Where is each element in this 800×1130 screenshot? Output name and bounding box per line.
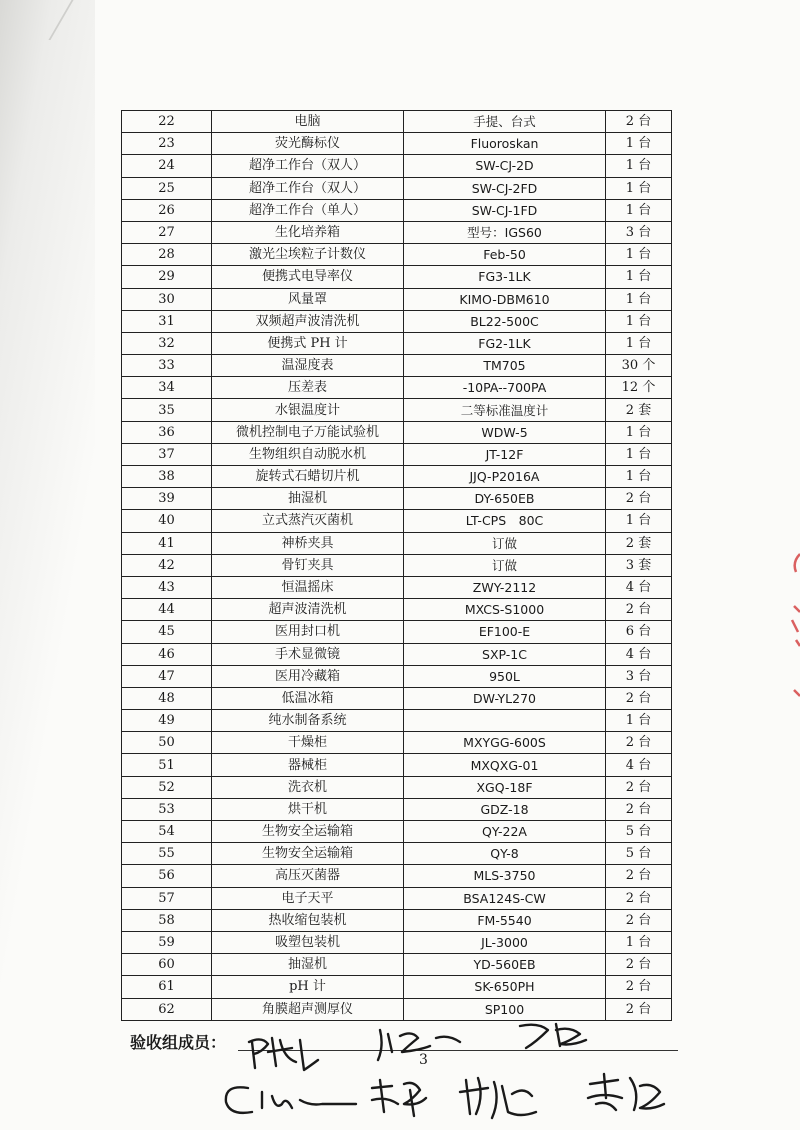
- quantity-cell: 2 套: [606, 399, 672, 421]
- equipment-name-cell: 生化培养箱: [212, 221, 404, 243]
- table-row: [122, 710, 672, 732]
- table-row: [122, 931, 672, 953]
- row-number-cell: 45: [122, 621, 212, 643]
- row-number-cell: 28: [122, 244, 212, 266]
- model-cell: 订做: [404, 554, 606, 576]
- model-cell: FM-5540: [404, 909, 606, 931]
- equipment-name-cell: 温湿度表: [212, 355, 404, 377]
- table-row: [122, 776, 672, 798]
- equipment-name-cell: 便携式 PH 计: [212, 332, 404, 354]
- row-number-cell: 32: [122, 332, 212, 354]
- quantity-cell: 2 台: [606, 954, 672, 976]
- quantity-cell: 1 台: [606, 710, 672, 732]
- model-cell: BL22-500C: [404, 310, 606, 332]
- model-cell: LT-CPS 80C: [404, 510, 606, 532]
- row-number-cell: 61: [122, 976, 212, 998]
- table-row: [122, 221, 672, 243]
- quantity-cell: 2 台: [606, 976, 672, 998]
- model-cell: MXQXG-01: [404, 754, 606, 776]
- model-cell: SK-650PH: [404, 976, 606, 998]
- model-cell: BSA124S-CW: [404, 887, 606, 909]
- table-row: [122, 155, 672, 177]
- table-row: [122, 665, 672, 687]
- model-cell: Feb-50: [404, 244, 606, 266]
- signature-3: [520, 1024, 586, 1048]
- quantity-cell: 1 台: [606, 288, 672, 310]
- handwritten-signatures: [0, 1000, 800, 1130]
- row-number-cell: 25: [122, 177, 212, 199]
- table-row: [122, 887, 672, 909]
- quantity-cell: 2 台: [606, 998, 672, 1020]
- equipment-name-cell: 吸塑包装机: [212, 931, 404, 953]
- table-row: [122, 111, 672, 133]
- table-row: [122, 976, 672, 998]
- table-row: [122, 576, 672, 598]
- model-cell: QY-8: [404, 843, 606, 865]
- row-number-cell: 44: [122, 599, 212, 621]
- row-number-cell: 43: [122, 576, 212, 598]
- equipment-name-cell: 骨钉夹具: [212, 554, 404, 576]
- quantity-cell: 1 台: [606, 443, 672, 465]
- model-cell: SW-CJ-1FD: [404, 199, 606, 221]
- row-number-cell: 58: [122, 909, 212, 931]
- equipment-name-cell: 压差表: [212, 377, 404, 399]
- row-number-cell: 51: [122, 754, 212, 776]
- equipment-name-cell: 干燥柜: [212, 732, 404, 754]
- quantity-cell: 1 台: [606, 931, 672, 953]
- signature-6: [460, 1078, 536, 1118]
- equipment-name-cell: 角膜超声测厚仪: [212, 998, 404, 1020]
- equipment-name-cell: 便携式电导率仪: [212, 266, 404, 288]
- model-cell: JJQ-P2016A: [404, 466, 606, 488]
- table-row: [122, 554, 672, 576]
- model-cell: KIMO-DBM610: [404, 288, 606, 310]
- row-number-cell: 34: [122, 377, 212, 399]
- equipment-name-cell: 生物组织自动脱水机: [212, 443, 404, 465]
- row-number-cell: 27: [122, 221, 212, 243]
- equipment-name-cell: 高压灭菌器: [212, 865, 404, 887]
- table-row: [122, 599, 672, 621]
- table-row: [122, 798, 672, 820]
- model-cell: -10PA--700PA: [404, 377, 606, 399]
- quantity-cell: 1 台: [606, 199, 672, 221]
- model-cell: 手提、台式: [404, 111, 606, 133]
- equipment-name-cell: 水银温度计: [212, 399, 404, 421]
- model-cell: TM705: [404, 355, 606, 377]
- row-number-cell: 24: [122, 155, 212, 177]
- row-number-cell: 29: [122, 266, 212, 288]
- row-number-cell: 47: [122, 665, 212, 687]
- equipment-name-cell: 风量罩: [212, 288, 404, 310]
- row-number-cell: 42: [122, 554, 212, 576]
- quantity-cell: 1 台: [606, 133, 672, 155]
- table-row: [122, 821, 672, 843]
- table-row: [122, 199, 672, 221]
- row-number-cell: 49: [122, 710, 212, 732]
- equipment-name-cell: 抽湿机: [212, 488, 404, 510]
- quantity-cell: 1 台: [606, 332, 672, 354]
- quantity-cell: 2 套: [606, 532, 672, 554]
- model-cell: FG2-1LK: [404, 332, 606, 354]
- model-cell: XGQ-18F: [404, 776, 606, 798]
- row-number-cell: 37: [122, 443, 212, 465]
- equipment-name-cell: pH 计: [212, 976, 404, 998]
- row-number-cell: 52: [122, 776, 212, 798]
- table-row: [122, 843, 672, 865]
- quantity-cell: 3 台: [606, 221, 672, 243]
- quantity-cell: 2 台: [606, 687, 672, 709]
- equipment-name-cell: 微机控制电子万能试验机: [212, 421, 404, 443]
- model-cell: 二等标准温度计: [404, 399, 606, 421]
- model-cell: YD-560EB: [404, 954, 606, 976]
- equipment-name-cell: 立式蒸汽灭菌机: [212, 510, 404, 532]
- row-number-cell: 56: [122, 865, 212, 887]
- quantity-cell: 1 台: [606, 510, 672, 532]
- equipment-name-cell: 双频超声波清洗机: [212, 310, 404, 332]
- signature-5: [372, 1080, 426, 1116]
- model-cell: MXCS-S1000: [404, 599, 606, 621]
- model-cell: WDW-5: [404, 421, 606, 443]
- equipment-name-cell: 超净工作台（双人）: [212, 177, 404, 199]
- table-row: [122, 266, 672, 288]
- equipment-name-cell: 神桥夹具: [212, 532, 404, 554]
- model-cell: ZWY-2112: [404, 576, 606, 598]
- model-cell: SP100: [404, 998, 606, 1020]
- table-row: [122, 865, 672, 887]
- table-row: [122, 488, 672, 510]
- row-number-cell: 53: [122, 798, 212, 820]
- quantity-cell: 5 台: [606, 843, 672, 865]
- equipment-name-cell: 抽湿机: [212, 954, 404, 976]
- model-cell: EF100-E: [404, 621, 606, 643]
- model-cell: SW-CJ-2FD: [404, 177, 606, 199]
- quantity-cell: 2 台: [606, 599, 672, 621]
- table-row: [122, 510, 672, 532]
- signature-7: [588, 1074, 664, 1110]
- stamp-edge-fragment: [784, 550, 800, 710]
- table-row: [122, 532, 672, 554]
- row-number-cell: 38: [122, 466, 212, 488]
- equipment-name-cell: 低温冰箱: [212, 687, 404, 709]
- row-number-cell: 54: [122, 821, 212, 843]
- equipment-name-cell: 旋转式石蜡切片机: [212, 466, 404, 488]
- quantity-cell: 1 台: [606, 177, 672, 199]
- row-number-cell: 26: [122, 199, 212, 221]
- equipment-name-cell: 手术显微镜: [212, 643, 404, 665]
- quantity-cell: 2 台: [606, 732, 672, 754]
- row-number-cell: 31: [122, 310, 212, 332]
- page-number: 3: [419, 1052, 428, 1068]
- table-row: [122, 909, 672, 931]
- model-cell: MXYGG-600S: [404, 732, 606, 754]
- quantity-cell: 3 台: [606, 665, 672, 687]
- model-cell: [404, 710, 606, 732]
- model-cell: FG3-1LK: [404, 266, 606, 288]
- quantity-cell: 4 台: [606, 643, 672, 665]
- quantity-cell: 4 台: [606, 754, 672, 776]
- equipment-name-cell: 电子天平: [212, 887, 404, 909]
- acceptance-team-label: 验收组成员：: [130, 1033, 227, 1052]
- table-row: [122, 687, 672, 709]
- table-row: [122, 332, 672, 354]
- quantity-cell: 3 套: [606, 554, 672, 576]
- equipment-table: [121, 110, 672, 1021]
- equipment-name-cell: 荧光酶标仪: [212, 133, 404, 155]
- table-row: [122, 954, 672, 976]
- quantity-cell: 2 台: [606, 488, 672, 510]
- equipment-name-cell: 器械柜: [212, 754, 404, 776]
- row-number-cell: 50: [122, 732, 212, 754]
- row-number-cell: 48: [122, 687, 212, 709]
- table-row: [122, 754, 672, 776]
- row-number-cell: 35: [122, 399, 212, 421]
- table-row: [122, 355, 672, 377]
- model-cell: Fluoroskan: [404, 133, 606, 155]
- equipment-name-cell: 电脑: [212, 111, 404, 133]
- table-row: [122, 177, 672, 199]
- row-number-cell: 23: [122, 133, 212, 155]
- page-fold-shadow: [0, 0, 95, 1130]
- table-row: [122, 288, 672, 310]
- quantity-cell: 2 台: [606, 111, 672, 133]
- quantity-cell: 30 个: [606, 355, 672, 377]
- model-cell: 订做: [404, 532, 606, 554]
- equipment-name-cell: 纯水制备系统: [212, 710, 404, 732]
- model-cell: GDZ-18: [404, 798, 606, 820]
- signature-1: [249, 1038, 318, 1070]
- quantity-cell: 6 台: [606, 621, 672, 643]
- table-row: [122, 310, 672, 332]
- quantity-cell: 12 个: [606, 377, 672, 399]
- table-row: [122, 244, 672, 266]
- equipment-name-cell: 激光尘埃粒子计数仪: [212, 244, 404, 266]
- equipment-name-cell: 超净工作台（单人）: [212, 199, 404, 221]
- quantity-cell: 1 台: [606, 155, 672, 177]
- quantity-cell: 4 台: [606, 576, 672, 598]
- equipment-name-cell: 超净工作台（双人）: [212, 155, 404, 177]
- model-cell: DW-YL270: [404, 687, 606, 709]
- model-cell: 型号：IGS60: [404, 221, 606, 243]
- row-number-cell: 36: [122, 421, 212, 443]
- quantity-cell: 1 台: [606, 266, 672, 288]
- equipment-name-cell: 热收缩包装机: [212, 909, 404, 931]
- model-cell: JT-12F: [404, 443, 606, 465]
- row-number-cell: 60: [122, 954, 212, 976]
- table-row: [122, 377, 672, 399]
- equipment-name-cell: 烘干机: [212, 798, 404, 820]
- model-cell: QY-22A: [404, 821, 606, 843]
- row-number-cell: 55: [122, 843, 212, 865]
- table-row: [122, 466, 672, 488]
- row-number-cell: 39: [122, 488, 212, 510]
- quantity-cell: 2 台: [606, 887, 672, 909]
- row-number-cell: 40: [122, 510, 212, 532]
- quantity-cell: 1 台: [606, 310, 672, 332]
- model-cell: SXP-1C: [404, 643, 606, 665]
- equipment-name-cell: 生物安全运输箱: [212, 843, 404, 865]
- quantity-cell: 2 台: [606, 798, 672, 820]
- equipment-table-body: [122, 111, 672, 1021]
- quantity-cell: 1 台: [606, 244, 672, 266]
- model-cell: SW-CJ-2D: [404, 155, 606, 177]
- signature-2: [378, 1030, 460, 1060]
- table-row: [122, 643, 672, 665]
- table-row: [122, 443, 672, 465]
- row-number-cell: 33: [122, 355, 212, 377]
- row-number-cell: 59: [122, 931, 212, 953]
- table-row: [122, 732, 672, 754]
- equipment-name-cell: 超声波清洗机: [212, 599, 404, 621]
- quantity-cell: 1 台: [606, 421, 672, 443]
- equipment-name-cell: 医用封口机: [212, 621, 404, 643]
- quantity-cell: 2 台: [606, 776, 672, 798]
- model-cell: JL-3000: [404, 931, 606, 953]
- table-row: [122, 621, 672, 643]
- model-cell: 950L: [404, 665, 606, 687]
- row-number-cell: 62: [122, 998, 212, 1020]
- model-cell: MLS-3750: [404, 865, 606, 887]
- table-row: [122, 399, 672, 421]
- equipment-name-cell: 生物安全运输箱: [212, 821, 404, 843]
- quantity-cell: 1 台: [606, 466, 672, 488]
- quantity-cell: 2 台: [606, 865, 672, 887]
- equipment-name-cell: 恒温摇床: [212, 576, 404, 598]
- row-number-cell: 30: [122, 288, 212, 310]
- row-number-cell: 46: [122, 643, 212, 665]
- equipment-name-cell: 洗衣机: [212, 776, 404, 798]
- equipment-name-cell: 医用冷藏箱: [212, 665, 404, 687]
- quantity-cell: 2 台: [606, 909, 672, 931]
- table-row: [122, 133, 672, 155]
- row-number-cell: 41: [122, 532, 212, 554]
- row-number-cell: 57: [122, 887, 212, 909]
- model-cell: DY-650EB: [404, 488, 606, 510]
- table-row: [122, 421, 672, 443]
- quantity-cell: 5 台: [606, 821, 672, 843]
- signature-4: [226, 1087, 356, 1113]
- row-number-cell: 22: [122, 111, 212, 133]
